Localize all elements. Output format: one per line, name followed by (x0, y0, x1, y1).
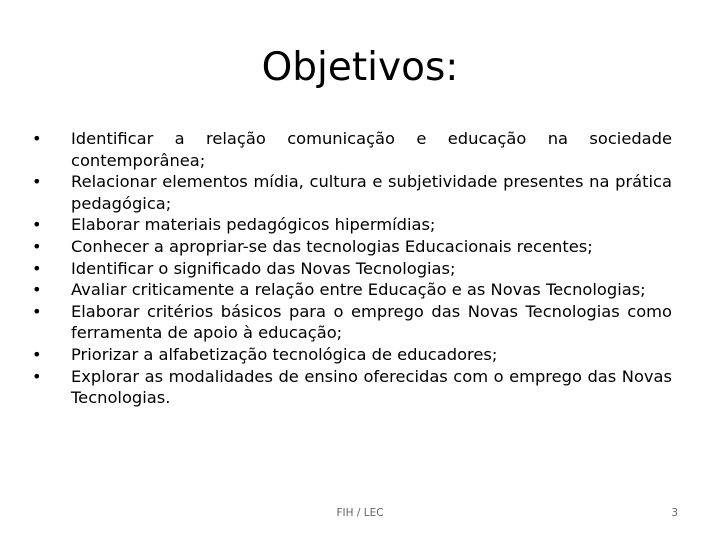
objective-item: • Identificar o significado das Novas Tecnologias; (32, 258, 672, 280)
page-number: 3 (671, 507, 678, 519)
objective-item: • Elaborar critérios básicos para o emprego das Novas Tecnologias como ferramenta de apoio à educação; (32, 301, 672, 344)
objective-item: • Identificar a relação comunicação e educação na sociedade contemporânea; (32, 128, 672, 171)
footer-text: FIH / LEC (336, 507, 384, 519)
objective-item: • Avaliar criticamente a relação entre Educação e as Novas Tecnologias; (32, 279, 672, 301)
objective-item: • Relacionar elementos mídia, cultura e subjetividade presentes na prática pedagógica; (32, 171, 672, 214)
objective-item: • Elaborar materiais pedagógicos hipermídias; (32, 214, 672, 236)
objective-item: • Priorizar a alfabetização tecnológica de educadores; (32, 344, 672, 366)
objective-item: • Conhecer a apropriar-se das tecnologias Educacionais recentes; (32, 236, 672, 258)
objectives-list (32, 128, 672, 409)
slide-title: Objetivos: (261, 45, 459, 90)
objective-item: • Explorar as modalidades de ensino oferecidas com o emprego das Novas Tecnologias. (32, 366, 672, 409)
